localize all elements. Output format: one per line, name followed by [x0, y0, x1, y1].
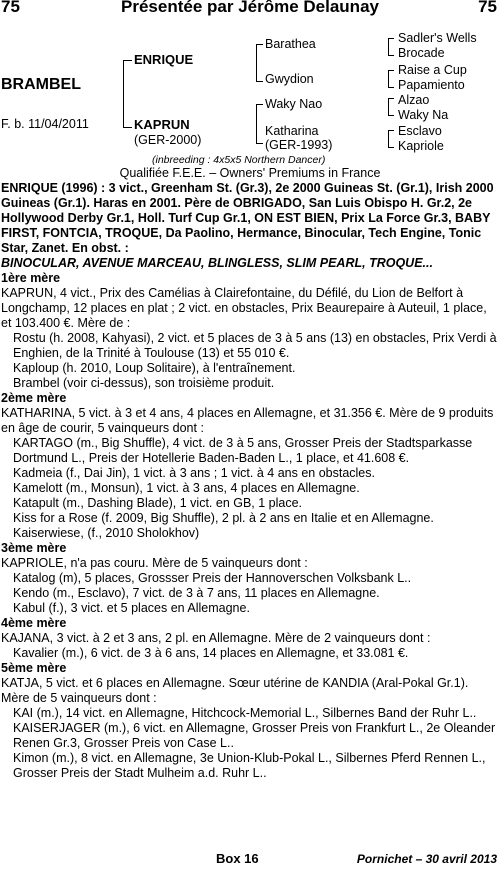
- ggs-2: Brocade: [398, 46, 445, 60]
- body-paragraph: 1ère mère: [1, 271, 61, 285]
- body-paragraph: KATHARINA, 5 vict. à 3 et 4 ans, 4 places en Allemagne, et 31.356 €. Mère de 9 produits en âge de courir, 5 vainqueurs dont :: [1, 406, 494, 435]
- sire-name: ENRIQUE: [134, 52, 194, 67]
- grandsire-1: Barathea: [265, 37, 316, 51]
- granddam-2-origin: (GER-1993): [265, 138, 333, 152]
- body-paragraph: ENRIQUE (1996) : 3 vict., Greenham St. (Gr.3), 2e 2000 Guineas St. (Gr.1), Irish 2000 Guineas (Gr.1). Haras en 2001. Père de OBRIGADO, San Luis Obispo H. Gr.2, 2e Hollywood Derby Gr.1, Holl. Turf Cup Gr.1, ON EST BIEN, Prix La Force Gr.3, BABY FIRST, FONTCIA, TROQUE, Da Paolino, Hermance, Binocular, Tech Engine, Tonic Star, Zanet. En obst. :: [1, 181, 494, 255]
- bracket-g3: [388, 98, 394, 116]
- body-paragraph: KAI (m.), 14 vict. en Allemagne, Hitchcock-Memorial L., Silbernes Band der Ruhr L..: [13, 706, 477, 720]
- ggs-5: Alzao: [398, 93, 430, 107]
- horse-name: BRAMBEL: [1, 76, 81, 93]
- inbreeding-note: (inbreeding : 4x5x5 Northern Dancer): [152, 154, 326, 166]
- granddam-1: Gwydion: [265, 72, 314, 86]
- body-paragraph: KAPRIOLE, n'a pas couru. Mère de 5 vainqueurs dont :: [1, 556, 308, 570]
- ggs-4: Papamiento: [398, 78, 465, 92]
- granddam-2: Katharina: [265, 124, 319, 138]
- body-paragraph: 2ème mère: [1, 391, 67, 405]
- dam-origin: (GER-2000): [134, 133, 202, 147]
- body-paragraph: 3ème mère: [1, 541, 67, 555]
- body-paragraph: KATJA, 5 vict. et 6 places en Allemagne. Sœur utérine de KANDIA (Aral-Pokal Gr.1). Mère de 5 vainqueurs dont :: [1, 676, 469, 705]
- horse-info: F. b. 11/04/2011: [1, 117, 89, 131]
- ggs-8: Kapriole: [398, 139, 444, 153]
- body-paragraph: Brambel (voir ci-dessus), son troisième produit.: [13, 376, 275, 390]
- bracket-sire: [256, 44, 263, 82]
- body-paragraph: Kabul (f.), 3 vict. et 5 places en Allemagne.: [13, 601, 250, 615]
- body-paragraph: Kamelott (m., Monsun), 1 vict. à 3 ans, 4 places en Allemagne.: [13, 481, 360, 495]
- body-paragraph: Kaploup (h. 2010, Loup Solitaire), à l'entraînement.: [13, 361, 296, 375]
- catalog-body: [1, 181, 499, 781]
- body-paragraph: 4ème mère: [1, 616, 67, 630]
- bracket-level1: [123, 60, 132, 128]
- bracket-g2: [388, 70, 394, 88]
- bracket-g4: [388, 130, 394, 148]
- body-paragraph: KARTAGO (m., Big Shuffle), 4 vict. de 3 à 5 ans, Grosser Preis der Stadtsparkasse Dortmund L., Preis der Hotellerie Baden-Baden L., 1 place, et 41.608 €.: [13, 436, 473, 465]
- grandsire-2: Waky Nao: [265, 97, 323, 111]
- body-paragraph: Rostu (h. 2008, Kahyasi), 2 vict. et 5 places de 3 à 5 ans (13) en obstacles, Prix Verdi à Enghien, de la Trinité à Toulouse (13) et 55 010 €.: [13, 331, 497, 360]
- footer-box: Box 16: [216, 851, 259, 866]
- ggs-7: Esclavo: [398, 124, 442, 138]
- bracket-dam: [256, 104, 263, 144]
- ggs-3: Raise a Cup: [398, 63, 467, 77]
- body-paragraph: KAPRUN, 4 vict., Prix des Camélias à Clairefontaine, du Défilé, du Lion de Belfort à Longchamp, 12 places en plat ; 2 vict. en obstacles, Prix Beaurepaire à Auteuil, 1 place, et 103.400 €. Mère de :: [1, 286, 487, 330]
- body-paragraph: BINOCULAR, AVENUE MARCEAU, BLINGLESS, SLIM PEARL, TROQUE...: [1, 256, 433, 270]
- body-paragraph: Kavalier (m.), 6 vict. de 3 à 6 ans, 14 places en Allemagne, et 33.081 €.: [13, 646, 409, 660]
- body-paragraph: 5ème mère: [1, 661, 67, 675]
- body-paragraph: Katapult (m., Dashing Blade), 1 vict. en GB, 1 place.: [13, 496, 303, 510]
- body-paragraph: KAISERJAGER (m.), 6 vict. en Allemagne, Grosser Preis von Frankfurt L., 2e Oleander Renen Gr.3, Grosser Preis von Case L..: [13, 721, 496, 750]
- dam-name: KAPRUN: [134, 117, 190, 132]
- footer-place-date: Pornichet – 30 avril 2013: [356, 852, 497, 866]
- bracket-g1: [388, 38, 394, 56]
- body-paragraph: KAJANA, 3 vict. à 2 et 3 ans, 2 pl. en Allemagne. Mère de 2 vainqueurs dont :: [1, 631, 431, 645]
- body-paragraph: Kendo (m., Esclavo), 7 vict. de 3 à 7 ans, 11 places en Allemagne.: [13, 586, 380, 600]
- body-paragraph: Kimon (m.), 8 vict. en Allemagne, 3e Union-Klub-Pokal L., Silbernes Pferd Rennen L., Grosser Preis der Stadt Mulheim a.d. Ruhr L..: [13, 751, 486, 780]
- ggs-6: Waky Na: [398, 108, 449, 122]
- body-paragraph: Kadmeia (f., Dai Jin), 1 vict. à 3 ans ; 1 vict. à 4 ans en obstacles.: [13, 466, 375, 480]
- page-number-right: 75: [478, 0, 497, 16]
- body-paragraph: Kiss for a Rose (f. 2009, Big Shuffle), 2 pl. à 2 ans en Italie et en Allemagne.: [13, 511, 434, 525]
- body-paragraph: Katalog (m), 5 places, Grossser Preis der Hannoverschen Volksbank L..: [13, 571, 412, 585]
- ggs-1: Sadler's Wells: [398, 31, 477, 45]
- page-title: Présentée par Jérôme Delaunay: [121, 0, 379, 16]
- body-paragraph: Kaiserwiese, (f., 2010 Sholokhov): [13, 526, 200, 540]
- qualification-line: Qualifiée F.E.E. – Owners' Premiums in France: [119, 166, 381, 180]
- page-number-left: 75: [1, 0, 20, 16]
